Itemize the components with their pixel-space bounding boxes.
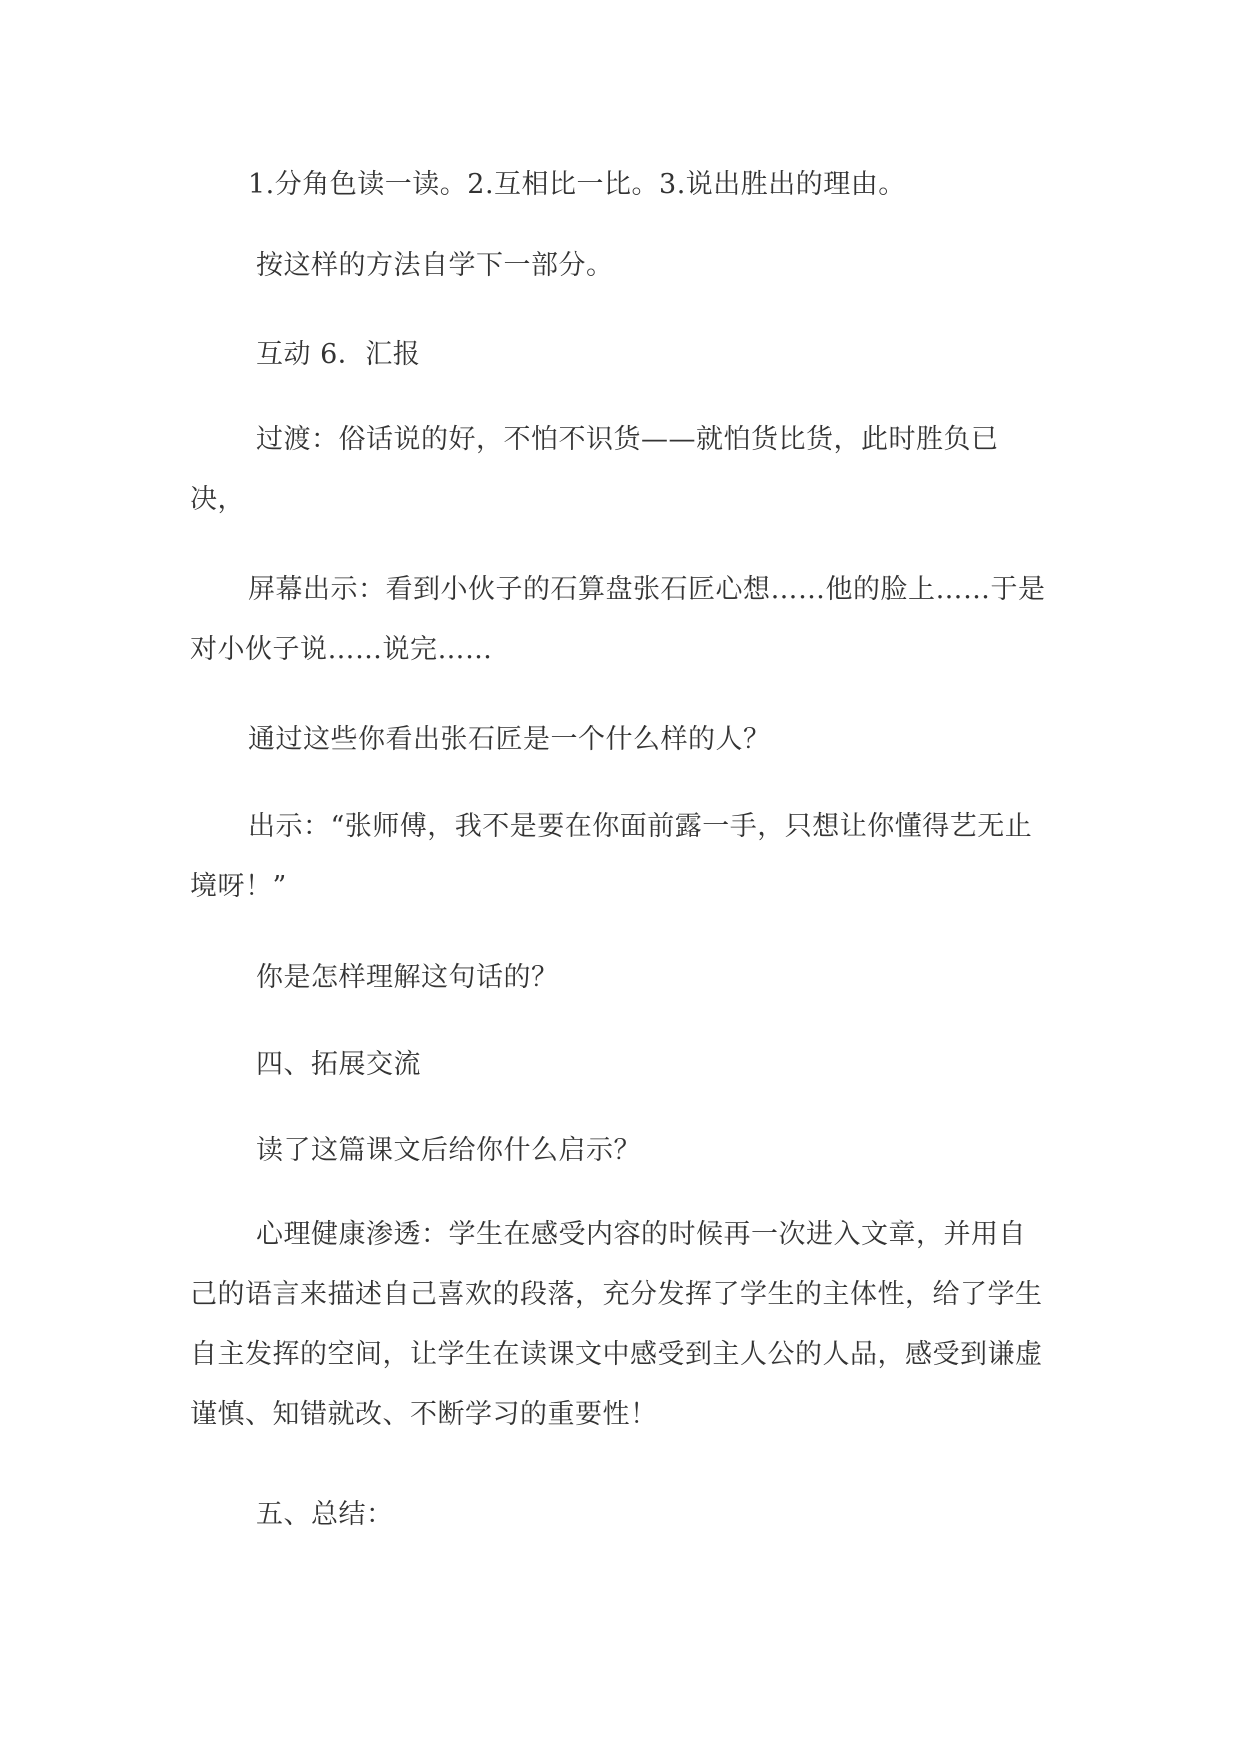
paragraph-inspiration: 读了这篇课文后给你什么启示？ [256, 1135, 641, 1166]
paragraph-screen-display: 屏幕出示：看到小伙子的石算盘张石匠心想……他的脸上……于是对小伙子说……说完…… [190, 574, 1046, 665]
paragraph-self-study: 按这样的方法自学下一部分。 [256, 250, 614, 281]
paragraph-transition: 过渡：俗话说的好，不怕不识货——就怕货比货，此时胜负已决， [190, 424, 999, 515]
section-heading-summary: 五、总结： [256, 1499, 394, 1530]
paragraph-interaction-6: 互动 6．汇报 [256, 339, 421, 370]
paragraph-reading-steps: 1.分角色读一读。2.互相比一比。3.说出胜出的理由。 [248, 169, 906, 200]
section-heading-extension: 四、拓展交流 [256, 1049, 421, 1080]
paragraph-question-meaning: 你是怎样理解这句话的？ [256, 962, 559, 993]
paragraph-question-character: 通过这些你看出张石匠是一个什么样的人？ [248, 724, 771, 755]
paragraph-quote: 出示：“张师傅，我不是要在你面前露一手，只想让你懂得艺无止境呀！” [190, 811, 1033, 902]
paragraph-mental-health: 心理健康渗透：学生在感受内容的时候再一次进入文章，并用自己的语言来描述自己喜欢的段落，充分发挥了学生的主体性，给了学生自主发挥的空间，让学生在读课文中感受到主人公的人品，感受到谦虚谨慎、知错就改、不断学习的重要性！ [190, 1219, 1043, 1430]
